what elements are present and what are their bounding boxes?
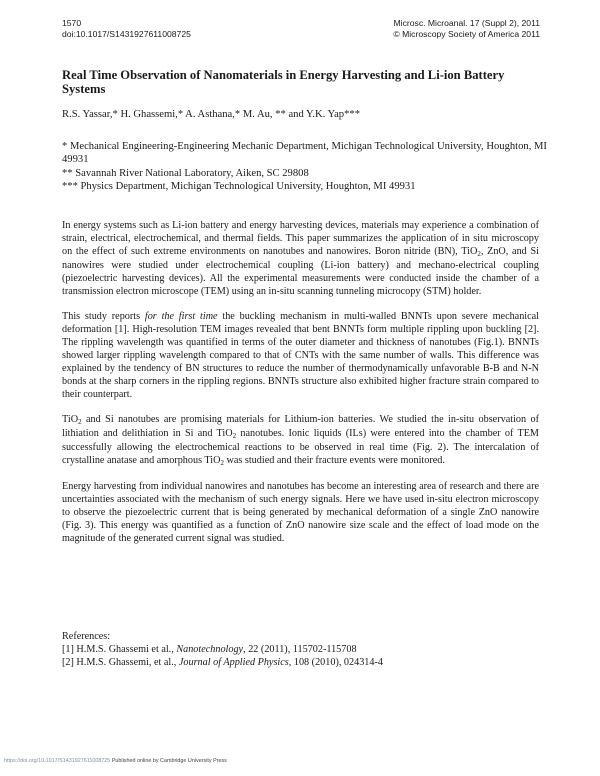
text-span: was studied and their fracture events were monitored.	[223, 455, 445, 466]
affiliations	[62, 140, 547, 194]
paragraph-3	[62, 413, 539, 468]
subscript: 2	[477, 250, 481, 258]
paragraph-1	[62, 219, 539, 298]
emphasis: Nanotechnology	[176, 644, 244, 655]
emphasis: for the first time	[144, 311, 218, 322]
references	[62, 630, 539, 669]
header-left	[62, 18, 191, 40]
paragraph-4: Energy harvesting from individual nanowires and nanotubes has become an interesting area of research and there are uncertainties associated with the mechanism of such energy signals. Here we have used in-situ electron microscopy to observe the piezoelectric current that is being generated by mechanical deformation of a single ZnO nanowire (Fig. 3). This energy was quantified as a function of ZnO nanowire size scale and the effect of load mode on the magnitude of the generated current signal was studied.	[62, 481, 539, 544]
text-span: [1] H.M.S. Ghassemi et al.,	[62, 644, 177, 655]
author-list: R.S. Yassar,* H. Ghassemi,* A. Asthana,* M. Au, ** and Y.K. Yap***	[62, 109, 360, 120]
text-span: , ZnO, and Si nanowires were studied under electrochemical coupling (Li-ion battery) and mechano-electrical coupling (piezoelectric harvesting devices). All the experimental measurements were conducted inside the chamber of a transmission electron microscope (TEM) using an in-situ scanning tunneling microcopy (STM) holder.	[62, 246, 539, 297]
text-span: TiO	[62, 414, 79, 425]
reference-1	[62, 643, 539, 656]
subscript: 2	[220, 459, 224, 467]
paragraph-2	[62, 310, 539, 401]
references-heading: References:	[62, 631, 111, 642]
subscript: 2	[78, 418, 82, 426]
text-span: This study reports	[62, 311, 145, 322]
reference-2	[62, 656, 539, 669]
subscript: 2	[232, 432, 237, 440]
published-online: Published online by Cambridge University Press	[111, 758, 227, 764]
journal-citation: Microsc. Microanal. 17 (Suppl 2), 2011	[393, 18, 540, 28]
text-span: and Si nanotubes are promising materials for Lithium-ion batteries. We studied the in-situ observation of lithiation and delithiation in Si and TiO	[62, 414, 539, 439]
copyright: © Microscopy Society of America 2011	[393, 29, 540, 39]
affiliation-2: ** Savannah River National Laboratory, Aiken, SC 29808	[62, 167, 309, 179]
footer	[4, 758, 227, 764]
text-span: In energy systems such as Li-ion battery and energy harvesting devices, materials may experience a combination of strain, electrical, electrochemical, and thermal fields. This paper summarizes the application of in situ microscopy on the effect of such extreme environments on nanotubes and nanowires. Boron nitride (BN), TiO	[62, 220, 539, 257]
header-right	[393, 18, 540, 40]
text-span: the buckling mechanism in multi-walled BNNTs upon severe mechanical deformation [1]. High-resolution TEM images revealed that bent BNNTs form multiple rippling upon buckling [2]. The rippling wavelength was quantified in terms of the outer diameter and thickness of nanotubes (Fig.1). BNNTs showed larger rippling wavelength compared to that of CNTs with the same number of walls. This difference was explained by the tendency of BN structures to reduce the number of thermodynamically unfavorable B-B and N-N bonds at the sharp corners in the rippling regions. BNNTs structure also exhibited higher fracture strain compared to their counterpart.	[62, 311, 539, 400]
text-span: nanotubes. Ionic liquids (ILs) were entered into the chamber of TEM successfully allowing the electrochemical reactions to be observed in real time (Fig. 2). The intercalation of crystalline anatase and amorphous TiO	[62, 428, 539, 466]
doi-link[interactable]: https://doi.org/10.1017/S1431927611008725	[4, 758, 111, 764]
text-span: 108 (2010), 024314-4	[291, 657, 383, 668]
text-span: [2] H.M.S. Ghassemi, et al.,	[62, 657, 179, 668]
emphasis: Journal of Applied Physics,	[178, 657, 292, 668]
affiliation-1: * Mechanical Engineering-Engineering Mechanic Department, Michigan Technological University, Houghton, MI 49931	[62, 141, 547, 166]
affiliation-3: *** Physics Department, Michigan Technological University, Houghton, MI 49931	[62, 181, 416, 193]
doi: doi:10.1017/S1431927611008725	[62, 29, 191, 39]
paper-title: Real Time Observation of Nanomaterials in Energy Harvesting and Li-ion Battery Systems	[62, 68, 505, 96]
body-text	[62, 219, 539, 557]
text-span: , 22 (2011), 115702-115708	[243, 644, 357, 655]
page-number: 1570	[62, 18, 82, 28]
